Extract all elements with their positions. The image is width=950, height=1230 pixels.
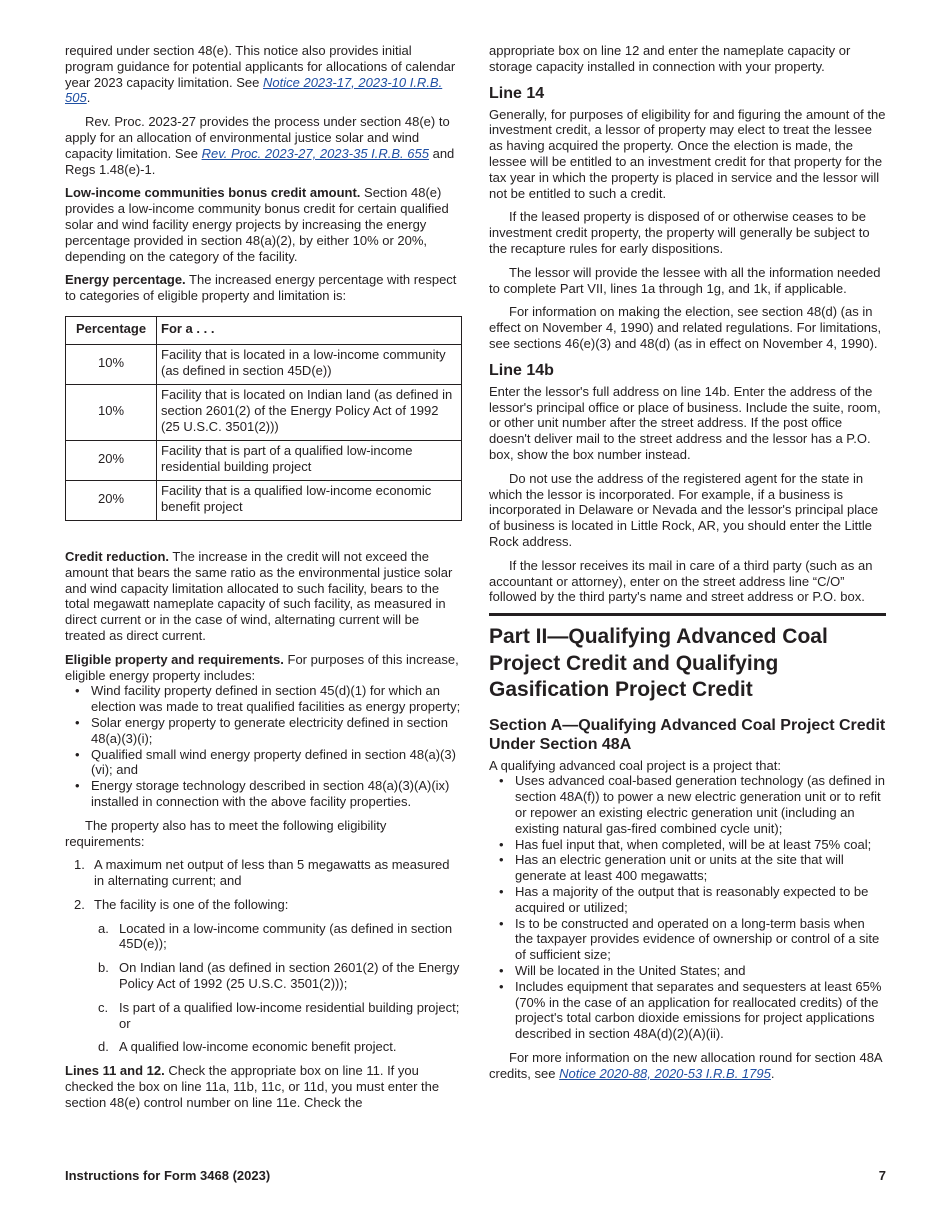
link-rev-proc-2023-27[interactable]: Rev. Proc. 2023-27, 2023-35 I.R.B. 655 (201, 145, 429, 161)
paragraph-line-14b-registered-agent: Do not use the address of the registered agent for the state in which the lessor is incorporated. For example, if a business is incorporated in Delaware or Nevada and the lessor's principal place of business is located in Little Rock, AR, you should enter the Little Rock address. (489, 470, 879, 549)
list-item: • Qualified small wind energy property defined in section 48(a)(3)(vi); and (65, 747, 462, 779)
list-marker: b. (98, 960, 109, 976)
paragraph-line-14-lessor-info: The lessor will provide the lessee with all the information needed to complete Part VII, lines 1a through 1g, and 1k, if applicable. (489, 264, 881, 296)
cell-description: Facility that is part of a qualified low-income residential building project (157, 440, 462, 480)
energy-percentage-table (65, 316, 462, 521)
list-item: c. Is part of a qualified low-income residential building project; or (98, 999, 460, 1031)
table-row (66, 480, 462, 520)
list-marker: d. (98, 1039, 109, 1055)
table-row (66, 344, 462, 384)
link-notice-2023-17[interactable]: Notice 2023-17, 2023-10 I.R.B. 505 (65, 74, 443, 106)
paragraph-line-14b-address: Enter the lessor's full address on line 14b. Enter the address of the lessor's principal office or place of business. Include the suite, room, or other unit number after the street address. If the post office doesn't deliver mail to the street address and the lessor has a P.O. box, show the box number instead. (489, 383, 881, 462)
paragraph-notice-guidance: required under section 48(e). This notice also provides initial program guidance for potential applicants for allocations of calendar year 2023 capacity limitation. See Notice 2023-17, 2023-10 I.R.B. 505. (65, 43, 456, 106)
list-marker: 2. (74, 896, 85, 912)
footer-form-title: Instructions for Form 3468 (2023) (65, 1168, 271, 1183)
list-marker: c. (98, 999, 109, 1015)
cell-percentage: 20% (66, 480, 157, 520)
cell-percentage: 10% (66, 344, 157, 384)
list-item: • Has fuel input that, when completed, will be at least 75% coal; (489, 837, 886, 853)
cell-description: Facility that is located on Indian land (as defined in section 2601(2) of the Energy Policy Act of 1992 (25 U.S.C. 3501(2))) (157, 384, 462, 440)
table-row (66, 440, 462, 480)
link-notice-2020-88[interactable]: Notice 2020-88, 2020-53 I.R.B. 1795 (559, 1065, 771, 1081)
table-row (66, 384, 462, 440)
paragraph-energy-percentage: Energy percentage. The increased energy percentage with respect to categories of eligible property and limitation is: (65, 272, 457, 304)
list-item: 1. A maximum net output of less than 5 megawatts as measured in alternating current; and (74, 857, 450, 889)
table-header-row (66, 316, 462, 344)
list-item: • Solar energy property to generate electricity defined in section 48(a)(3)(i); (65, 715, 462, 747)
advanced-coal-project-criteria-list (489, 773, 886, 1042)
cell-percentage: 10% (66, 384, 157, 440)
heading-section-a: Section A—Qualifying Advanced Coal Project Credit Under Section 48A (489, 716, 886, 754)
runin-heading-lines-11-12: Lines 11 and 12. (65, 1063, 165, 1079)
paragraph-eligible-property: Eligible property and requirements. For purposes of this increase, eligible energy property includes: (65, 651, 459, 683)
heading-line-14b: Line 14b (489, 361, 554, 379)
paragraph-line-12-continued: appropriate box on line 12 and enter the nameplate capacity or storage capacity installed in connection with your property. (489, 43, 851, 74)
paragraph-line-14-election: Generally, for purposes of eligibility for and figuring the amount of the investment credit, a lessor of property may elect to treat the lessee as having acquired the property. Once the election is made, the lessee will be entitled to an investment credit for that property for the tax year in which the property is placed in service and the lessor will not be entitled to such a credit. (489, 106, 886, 201)
runin-heading-low-income-bonus: Low-income communities bonus credit amount. (65, 185, 361, 201)
cell-description: Facility that is a qualified low-income economic benefit project (157, 480, 462, 520)
heading-line-14: Line 14 (489, 84, 545, 102)
page-number: 7 (878, 1168, 886, 1183)
heading-part-ii: Part II—Qualifying Advanced Coal Project Credit and Qualifying Gasification Project Credit (489, 625, 828, 702)
list-item: • Will be located in the United States; and (489, 963, 886, 979)
list-item: • Energy storage technology described in section 48(a)(3)(A)(ix) installed in connection with the above facility properties. (65, 778, 462, 810)
list-item: • Uses advanced coal-based generation technology (as defined in section 48A(f)) to power a new electric generation unit or to refit or repower an existing electric generation unit (including an existing natural gas-fired combined cycle unit); (489, 773, 886, 836)
runin-heading-credit-reduction: Credit reduction. (65, 548, 170, 564)
requirements-list (65, 857, 462, 1055)
paragraph-credit-reduction: Credit reduction. The increase in the credit will not exceed the amount that bears the same ratio as the environmental justice solar and wind capacity limitation allocated to such facility, bears to the total megawatt nameplate capacity of such facility, as measured in direct current or in the case of wind, alternating current will be treated as direct current. (65, 548, 453, 643)
list-item: • Is to be constructed and operated on a long-term basis when the taxpayer provides evidence of ownership or control of a site of sufficient size; (489, 916, 886, 963)
column-header-for-a: For a . . . (157, 316, 462, 344)
section-divider (489, 613, 886, 616)
page-footer (65, 1168, 886, 1184)
paragraph-rev-proc: Rev. Proc. 2023-27 provides the process under section 48(e) to apply for an allocation of environmental justice solar and wind capacity limitation. See Rev. Proc. 2023-27, 2023-35 I.R.B. 655 and Regs 1.48(e)-1. (65, 114, 455, 177)
paragraph-line-14-election-info: For information on making the election, see section 48(d) (as in effect on November 4, 1990) and related regulations. For limitations, see sections 46(e)(3) and 48(d) (as in effect on November 4, 1990). (489, 304, 882, 351)
list-item: b. On Indian land (as defined in section 2601(2) of the Energy Policy Act of 1992 (25 U.S.C. 3501(2))); (98, 960, 460, 992)
list-marker: a. (98, 920, 109, 936)
paragraph-allocation-round: For more information on the new allocation round for section 48A credits, see Notice 2020-88, 2020-53 I.R.B. 1795. (489, 1049, 882, 1081)
list-item: • Has an electric generation unit or units at the site that will generate at least 400 megawatts; (489, 852, 886, 884)
paragraph-line-14-recapture: If the leased property is disposed of or otherwise ceases to be investment credit property, the property will generally be subject to the recapture rules for early dispositions. (489, 209, 870, 256)
list-item: • Includes equipment that separates and sequesters at least 65% (70% in the case of an application for reallocated credits) of the project's total carbon dioxide emissions for project applications described in section 48A(d)(2)(A)(ii). (489, 979, 886, 1042)
list-item: d. A qualified low-income economic benefit project. (98, 1039, 397, 1055)
cell-percentage: 20% (66, 440, 157, 480)
paragraph-section-a-intro: A qualifying advanced coal project is a project that: (489, 757, 781, 773)
list-item: 2. The facility is one of the following: a. Located in a low-income community (as defined in section 45D(e)); b. On Indian land (as defined in section 2601(2) of the Energy Policy Act of 1992 (25 U.S.C. 3501(2))); c. Is part of a qualified low-income residential building project; or d. A qualified low-income economic benefit project. (65, 897, 462, 1055)
paragraph-line-14b-care-of: If the lessor receives its mail in care of a third party (such as an accountant or attorney), enter on the street address line “C/O” followed by the third party's name and street address or P.O. box. (489, 557, 873, 605)
paragraph-lines-11-12: Lines 11 and 12. Check the appropriate box on line 11. If you checked the box on line 11a, 11b, 11c, or 11d, you must enter the section 48(e) control number on line 11e. Check the (65, 1063, 440, 1110)
runin-heading-eligible-property: Eligible property and requirements. (65, 651, 284, 667)
paragraph-low-income-bonus: Low-income communities bonus credit amount. Section 48(e) provides a low-income community bonus credit for certain qualified solar and wind facility energy projects by increasing the energy percentage provided in section 48(a)(2), by either 10% or 20%, depending on the category of the facility. (65, 185, 449, 264)
eligible-property-list (65, 683, 462, 809)
list-item: • Has a majority of the output that is reasonably expected to be acquired or utilized; (489, 884, 886, 916)
list-item: a. Located in a low-income community (as defined in section 45D(e)); (98, 920, 453, 952)
column-header-percentage: Percentage (66, 316, 157, 344)
list-marker: 1. (74, 857, 85, 873)
left-column (65, 43, 462, 1119)
paragraph-eligibility-requirements: The property also has to meet the following eligibility requirements: (65, 817, 387, 849)
runin-heading-energy-percentage: Energy percentage. (65, 272, 186, 288)
right-column (489, 43, 886, 1090)
cell-description: Facility that is located in a low-income community (as defined in section 45D(e)) (157, 344, 462, 384)
list-item: • Wind facility property defined in section 45(d)(1) for which an election was made to treat qualified facilities as energy property; (65, 683, 462, 715)
facility-types-list (94, 921, 462, 1056)
